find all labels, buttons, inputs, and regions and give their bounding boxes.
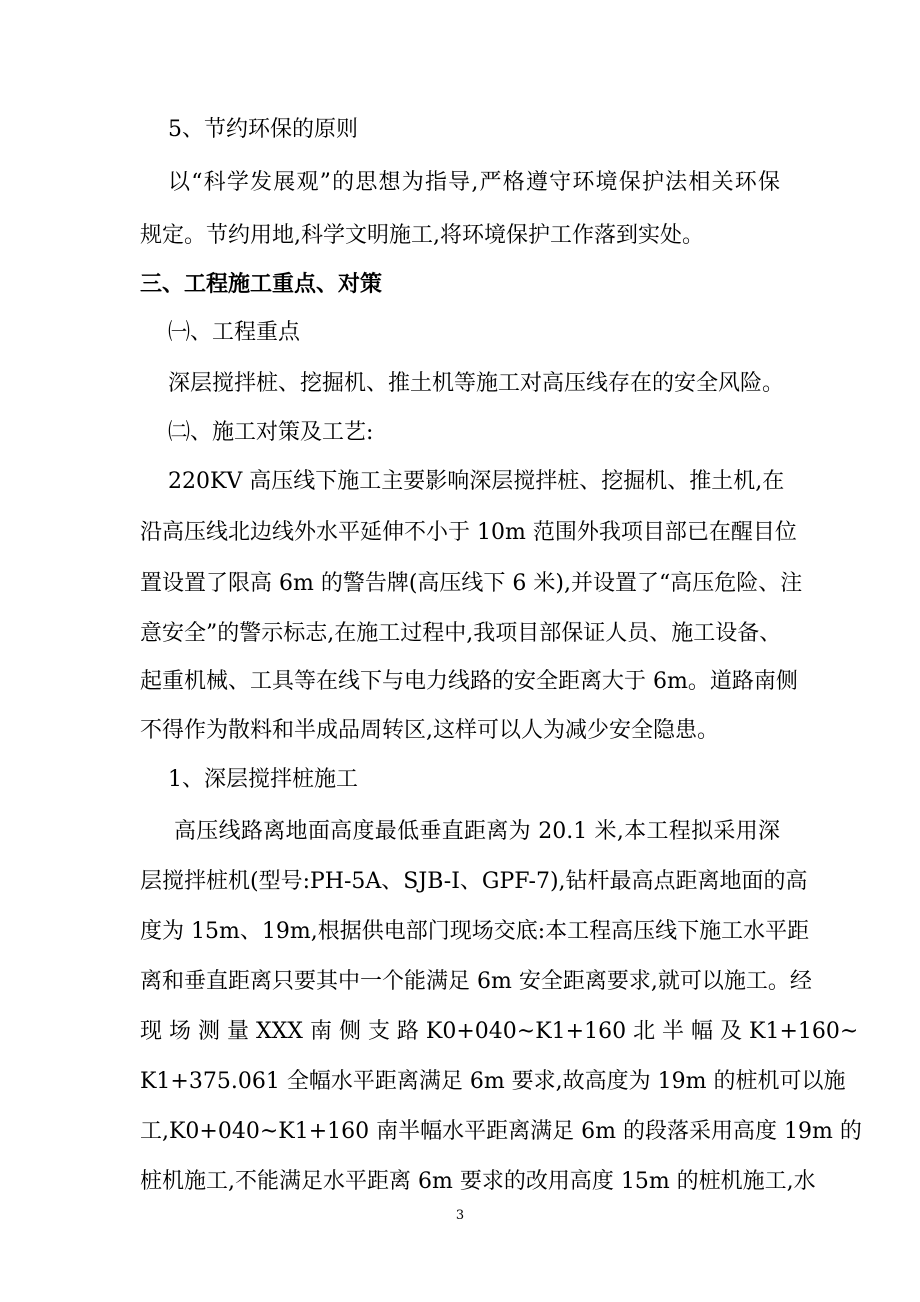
paragraph-line: 不得作为散料和半成品周转区,这样可以人为减少安全隐患。	[140, 718, 719, 743]
paragraph-line: 度为 15m、19m,根据供电部门现场交底:本工程高压线下施工水平距	[140, 919, 810, 944]
paragraph-line: 离和垂直距离只要其中一个能满足 6m 安全距离要求,就可以施工。经	[140, 969, 812, 994]
subsection-heading-mixing-pile: 1、深层搅拌桩施工	[168, 767, 358, 792]
paragraph-line: 规定。节约用地,科学文明施工,将环境保护工作落到实处。	[140, 223, 704, 248]
paragraph-line: 桩机施工,不能满足水平距离 6m 要求的改用高度 15m 的桩机施工,水	[140, 1169, 816, 1194]
paragraph-line: 深层搅拌桩、挖掘机、推土机等施工对高压线存在的安全风险。	[168, 371, 785, 396]
paragraph-line: 以“科学发展观”的思想为指导,严格遵守环境保护法相关环保	[168, 170, 780, 195]
section-heading: 三、工程施工重点、对策	[140, 271, 383, 297]
paragraph-line: 意安全”的警示标志,在施工过程中,我项目部保证人员、施工设备、	[140, 621, 782, 646]
page-number: 3	[455, 1208, 465, 1223]
paragraph-line: 工,K0+040~K1+160 南半幅水平距离满足 6m 的段落采用高度 19m 的	[140, 1119, 862, 1144]
paragraph-line: 高压线路离地面高度最低垂直距离为 20.1 米,本工程拟采用深	[174, 819, 780, 844]
paragraph-line: K1+375.061 全幅水平距离满足 6m 要求,故高度为 19m 的桩机可以施	[140, 1069, 846, 1094]
paragraph-line: 起重机械、工具等在线下与电力线路的安全距离大于 6m。道路南侧	[140, 669, 798, 694]
paragraph-line: 层搅拌桩机(型号:PH-5A、SJB-Ⅰ、GPF-7),钻杆最高点距离地面的高	[140, 869, 808, 894]
subsection-heading-measures: ㈡、施工对策及工艺:	[168, 420, 374, 445]
paragraph-line: 置设置了限高 6m 的警告牌(高压线下 6 米),并设置了“高压危险、注	[140, 571, 803, 596]
subsection-heading-environmental-principle: 5、节约环保的原则	[168, 117, 358, 142]
paragraph-line: 现 场 测 量 XXX 南 侧 支 路 K0+040~K1+160 北 半 幅 及 K1+160~	[140, 1019, 859, 1044]
paragraph-line: 沿高压线北边线外水平延伸不小于 10m 范围外我项目部已在醒目位	[140, 520, 797, 545]
subsection-heading-key-points: ㈠、工程重点	[168, 320, 301, 345]
paragraph-line: 220KV 高压线下施工主要影响深层搅拌桩、挖掘机、推土机,在	[168, 469, 785, 494]
